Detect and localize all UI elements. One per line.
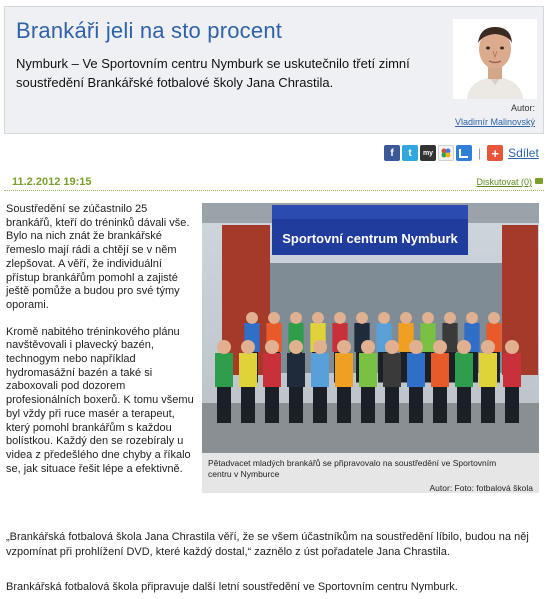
player-body bbox=[311, 353, 329, 387]
player-head bbox=[312, 312, 324, 324]
facebook-icon[interactable]: f bbox=[384, 145, 400, 161]
player-head bbox=[313, 340, 327, 354]
article-header bbox=[4, 6, 544, 134]
player-body bbox=[383, 353, 401, 387]
player-head bbox=[268, 312, 280, 324]
figure-caption: Pětadvacet mladých brankářů se připravovalo na soustředění ve Sportovním centru v Nymburce bbox=[208, 458, 497, 479]
player-head bbox=[422, 312, 434, 324]
article-meta-line bbox=[4, 172, 544, 191]
player-head bbox=[433, 340, 447, 354]
player-body bbox=[359, 353, 377, 387]
player-body bbox=[431, 353, 449, 387]
player-head bbox=[217, 340, 231, 354]
author-photo bbox=[453, 19, 537, 99]
player-head bbox=[444, 312, 456, 324]
player-head bbox=[265, 340, 279, 354]
player-head bbox=[361, 340, 375, 354]
player-legs bbox=[217, 387, 231, 423]
player-legs bbox=[361, 387, 375, 423]
player-legs bbox=[481, 387, 495, 423]
player-head bbox=[400, 312, 412, 324]
twitter-icon[interactable]: t bbox=[402, 145, 418, 161]
photo-credit: Autor: Foto: fotbalová škola bbox=[429, 483, 533, 493]
article-title: Brankáři jeli na sto procent bbox=[16, 18, 283, 43]
share-separator: | bbox=[478, 146, 482, 160]
player-head bbox=[466, 312, 478, 324]
player-legs bbox=[409, 387, 423, 423]
player-head bbox=[457, 340, 471, 354]
article-paragraph-1: Soustředění se zúčastnilo 25 brankářů, kteří do tréninků dávali vše. Bylo na nich znát že brankářské řemeslo mají rádi a chtějí se v něm zlepšovat. A věří, že individuální přístup brankářům pomohl a zajisté ještě pomůže a budou pro své týmy oporami. bbox=[6, 203, 190, 311]
player-legs bbox=[313, 387, 327, 423]
player-legs bbox=[457, 387, 471, 423]
player-head bbox=[289, 340, 303, 354]
player-body bbox=[215, 353, 233, 387]
player-body bbox=[335, 353, 353, 387]
player-legs bbox=[289, 387, 303, 423]
discussion-link[interactable]: Diskutovat (0) bbox=[476, 177, 532, 187]
article-date: 11.2.2012 19:15 bbox=[12, 176, 92, 188]
player-head bbox=[337, 340, 351, 354]
player-body bbox=[287, 353, 305, 387]
player-legs bbox=[385, 387, 399, 423]
player-body bbox=[479, 353, 497, 387]
player-head bbox=[385, 340, 399, 354]
team-photo[interactable] bbox=[202, 203, 539, 453]
player-legs bbox=[433, 387, 447, 423]
player-head bbox=[488, 312, 500, 324]
player-body bbox=[455, 353, 473, 387]
player-legs bbox=[265, 387, 279, 423]
author-name-link[interactable]: Vladimír Malinovský bbox=[454, 117, 535, 127]
player-legs bbox=[241, 387, 255, 423]
article-perex: Nymburk – Ve Sportovním centru Nymburk se uskutečnilo třetí zimní soustředění Brankářské fotbalové školy Jana Chrastila. bbox=[16, 56, 410, 90]
player-legs bbox=[505, 387, 519, 423]
player-body bbox=[407, 353, 425, 387]
player-head bbox=[356, 312, 368, 324]
player-head bbox=[241, 340, 255, 354]
player-body bbox=[239, 353, 257, 387]
delicious-icon[interactable] bbox=[456, 145, 472, 161]
photo-sign-text: Sportovní centrum Nymburk bbox=[282, 231, 458, 246]
author-label: Autor: bbox=[510, 103, 535, 113]
article-paragraph-4: Brankářská fotbalová škola připravuje další letní soustředění ve Sportovním centru Nymburk. bbox=[6, 581, 458, 593]
share-plus-icon[interactable]: + bbox=[487, 145, 503, 161]
article-paragraph-3: „Brankářská fotbalová škola Jana Chrastila věří, že se všem účastníkům na soustředění líbilo, budou na něj vzpomínat při prohlížení DVD, které každý dostal,“ zaznělo z úst pořadatele Jana Chrastila. bbox=[6, 531, 529, 558]
article-body-column bbox=[6, 203, 194, 489]
comment-bubble-icon[interactable] bbox=[535, 178, 543, 184]
player-head bbox=[505, 340, 519, 354]
share-bar bbox=[384, 145, 539, 161]
player-head bbox=[481, 340, 495, 354]
player-head bbox=[246, 312, 258, 324]
player-head bbox=[409, 340, 423, 354]
author-portrait-image bbox=[453, 19, 537, 99]
player-body bbox=[263, 353, 281, 387]
myspace-icon[interactable]: my bbox=[420, 145, 436, 161]
article-paragraph-2: Kromě nabitého tréninkového plánu navštěvovali i plavecký bazén, technogym nebo například hydromasážní bazén a také si zaboxovali pod dozorem profesionálních boxerů. K tomu všemu byl vždy při ruce masér a terapeut, který pomohl brankářům s každou bolístkou. Každý den se rozebíraly u videa z předešlého dne chyby a říkalo se, jak situace řešit lépe a efektivně. bbox=[6, 325, 194, 475]
player-head bbox=[378, 312, 390, 324]
player-head bbox=[290, 312, 302, 324]
article-figure bbox=[202, 203, 539, 493]
player-legs bbox=[337, 387, 351, 423]
share-link[interactable]: Sdílet bbox=[508, 146, 539, 160]
player-head bbox=[334, 312, 346, 324]
google-icon[interactable] bbox=[438, 145, 454, 161]
player-body bbox=[503, 353, 521, 387]
